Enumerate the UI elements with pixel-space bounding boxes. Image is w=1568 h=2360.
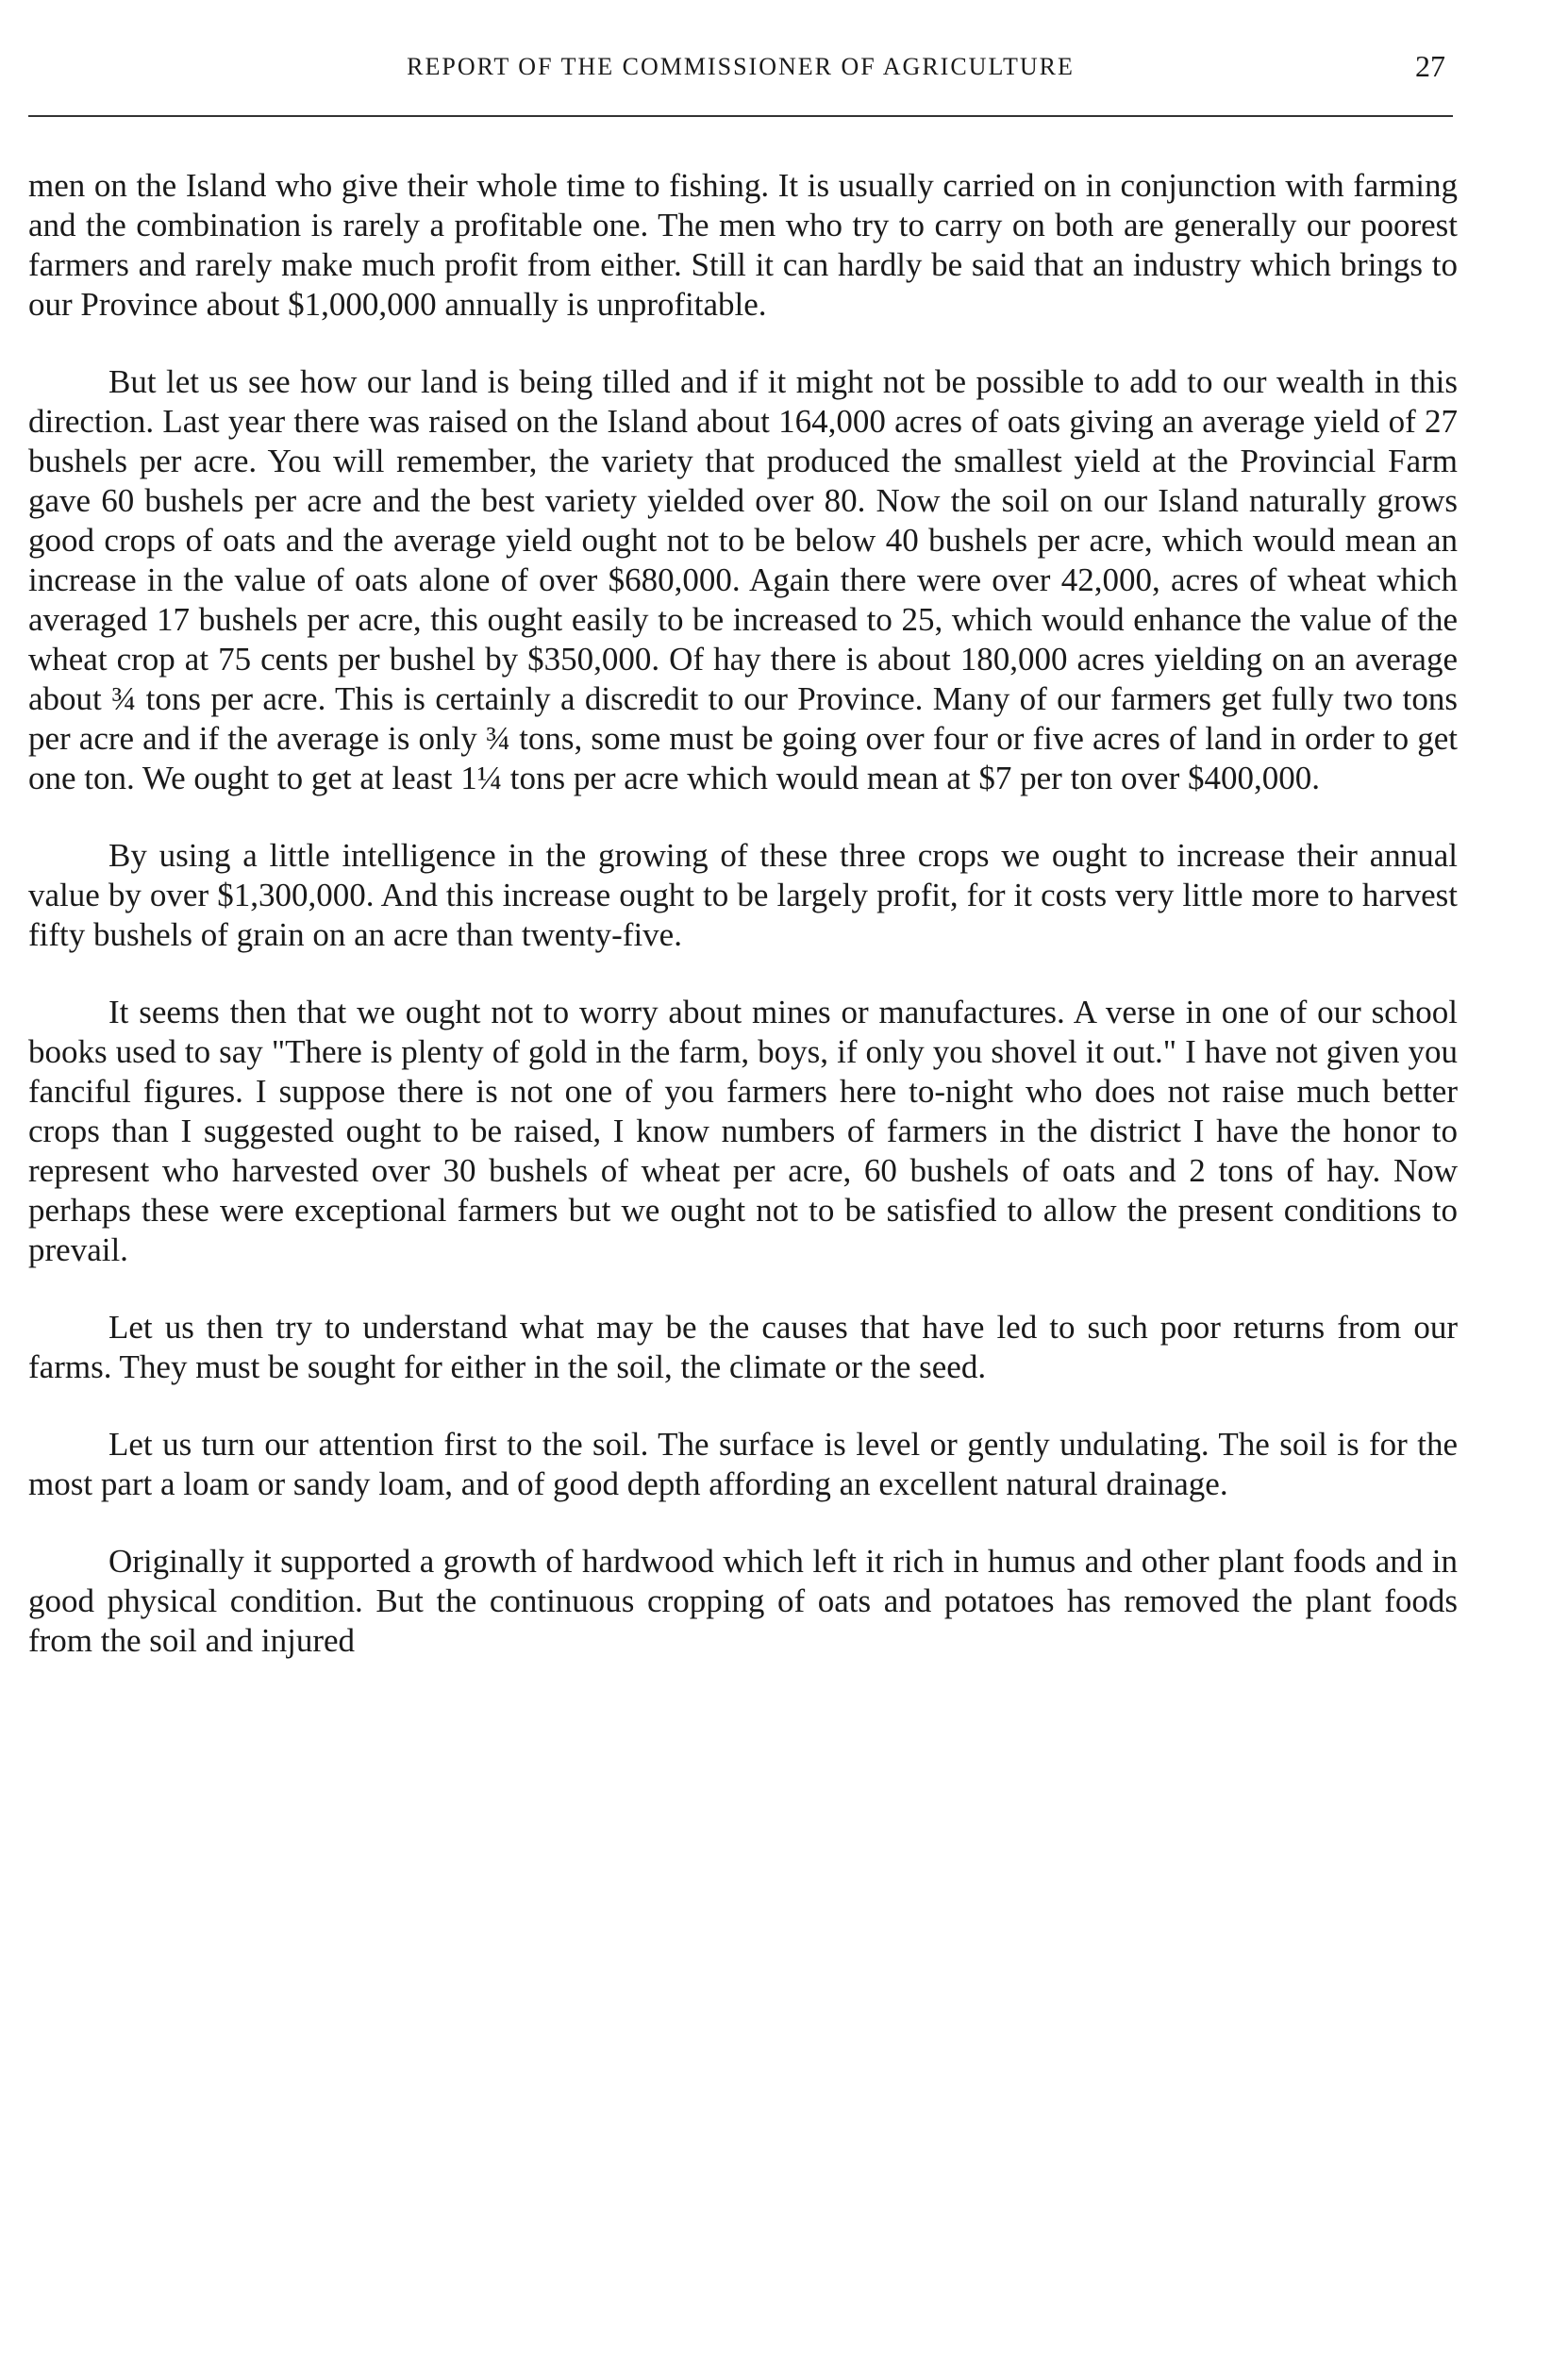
paragraph-5: Let us then try to understand what may be the causes that have led to such poor returns from our farms. They must be sought for either in the soil, the climate or the seed. <box>28 1309 1458 1385</box>
paragraph-1: men on the Island who give their whole time to fishing. It is usually carried on in conjunction with farming and the combination is rarely a profitable one. The men who try to carry on both are generally our poorest farmers and rarely make much profit from either. Still it can hardly be said that an industry which brings to our Province about $1,000,000 annually is unprofitable. <box>28 167 1458 323</box>
page-number: 27 <box>1415 49 1445 83</box>
page-header <box>28 45 1453 92</box>
paragraph-7: Originally it supported a growth of hardwood which left it rich in humus and other plant foods and in good physical condition. But the continuous cropping of oats and potatoes has removed the plant foods from the soil and injured <box>28 1543 1458 1659</box>
body-text <box>28 166 1458 1699</box>
paragraph-3: By using a little intelligence in the growing of these three crops we ought to increase their annual value by over $1,300,000. And this increase ought to be largely profit, for it costs very little more to harvest fifty bushels of grain on an acre than twenty-five. <box>28 837 1458 953</box>
paragraph-2: But let us see how our land is being tilled and if it might not be possible to add to our wealth in this direction. Last year there was raised on the Island about 164,000 acres of oats giving an average yield of 27 bushels per acre. You will remember, the variety that produced the smallest yield at the Provincial Farm gave 60 bushels per acre and the best variety yielded over 80. Now the soil on our Island naturally grows good crops of oats and the average yield ought not to be below 40 bushels per acre, which would mean an increase in the value of oats alone of over $680,000. Again there were over 42,000, acres of wheat which averaged 17 bushels per acre, this ought easily to be increased to 25, which would enhance the value of the wheat crop at 75 cents per bushel by $350,000. Of hay there is about 180,000 acres yielding on an average about ¾ tons per acre. This is certainly a discredit to our Province. Many of our farmers get fully two tons per acre and if the average is only ¾ tons, some must be going over four or five acres of land in order to get one ton. We ought to get at least 1¼ tons per acre which would mean at $7 per ton over $400,000. <box>28 363 1458 796</box>
header-rule <box>28 115 1453 117</box>
running-head: REPORT OF THE COMMISSIONER OF AGRICULTURE <box>407 53 1075 80</box>
paragraph-6: Let us turn our attention first to the soil. The surface is level or gently undulating. The soil is for the most part a loam or sandy loam, and of good depth affording an excellent natural drainage. <box>28 1426 1458 1502</box>
paragraph-4: It seems then that we ought not to worry about mines or manufactures. A verse in one of our school books used to say "There is plenty of gold in the farm, boys, if only you shovel it out." I have not given you fanciful figures. I suppose there is not one of you farmers here to-night who does not raise much better crops than I suggested ought to be raised, I know numbers of farmers in the district I have the honor to represent who harvested over 30 bushels of wheat per acre, 60 bushels of oats and 2 tons of hay. Now perhaps these were exceptional farmers but we ought not to be satisfied to allow the present conditions to prevail. <box>28 994 1458 1268</box>
